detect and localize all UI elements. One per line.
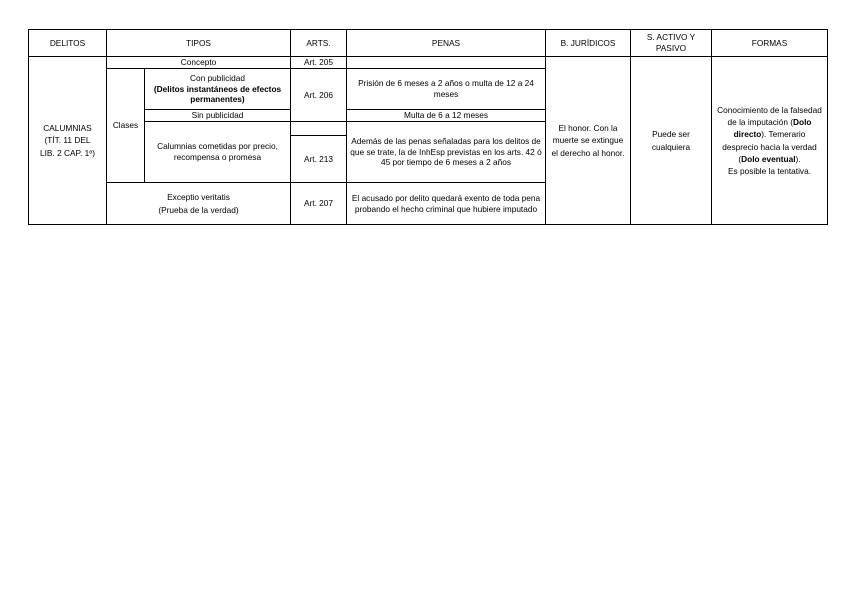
formas-text-1: Conocimiento de la falsedad de la imputación ( [717,105,822,128]
formas-text-2: ). Temerario desprecio hacia la verdad ( [722,129,817,164]
concepto-art: Art. 205 [291,57,347,69]
sin-publicidad-tipo: Sin publicidad [145,110,291,122]
table-row [29,57,828,69]
precio-pena: Además de las penas señaladas para los delitos de que se trate, la de InhEsp previstas en los arts. 42 ó 45 por tiempo de 6 meses a 2 años [347,122,546,183]
formas-bold-2: Dolo eventual [741,153,796,164]
clases-label: Clases [107,69,145,183]
header-arts: ARTS. [291,30,347,57]
precio-art-top [291,122,347,136]
precio-art: Art. 213 [291,136,347,183]
delito-cell: CALUMNIAS (TÍT. 11 DEL LIB. 2 CAP. 1º) [29,57,107,225]
header-delitos: DELITOS [29,30,107,57]
exceptio-tipo: Exceptio veritatis (Prueba de la verdad) [107,183,291,225]
formas-tentativa: Es posible la tentativa. [727,165,812,176]
header-b-juridicos: B. JURÍDICOS [546,30,631,57]
publicidad-art: Art. 206 [291,69,347,122]
header-formas: FORMAS [712,30,828,57]
sujetos-cell: Puede ser cualquiera [631,57,712,225]
concepto-tipo: Concepto [107,57,291,69]
formas-bold-1: Dolo directo [733,117,812,140]
con-publicidad-subtitle: (Delitos instantáneos de efectos permanentes) [153,83,282,105]
formas-cell [712,57,828,225]
exceptio-art: Art. 207 [291,183,347,225]
precio-tipo: Calumnias cometidas por precio, recompensa o promesa [145,122,291,183]
calumnias-table [28,29,828,225]
bien-juridico-cell: El honor. Con la muerte se extingue el derecho al honor. [546,57,631,225]
concepto-pena [347,57,546,69]
exceptio-pena: El acusado por delito quedará exento de toda pena probando el hecho criminal que hubiere imputado [347,183,546,225]
header-row [29,30,828,57]
header-penas: PENAS [347,30,546,57]
con-publicidad-tipo [145,69,291,110]
header-s-activo-pasivo: S. ACTIVO Y PASIVO [631,30,712,57]
header-tipos: TIPOS [107,30,291,57]
con-publicidad-label: Con publicidad [190,72,245,83]
formas-text-3: ). [795,153,801,164]
con-publicidad-pena: Prisión de 6 meses a 2 años o multa de 12 a 24 meses [347,69,546,110]
sin-publicidad-pena: Multa de 6 a 12 meses [347,110,546,122]
